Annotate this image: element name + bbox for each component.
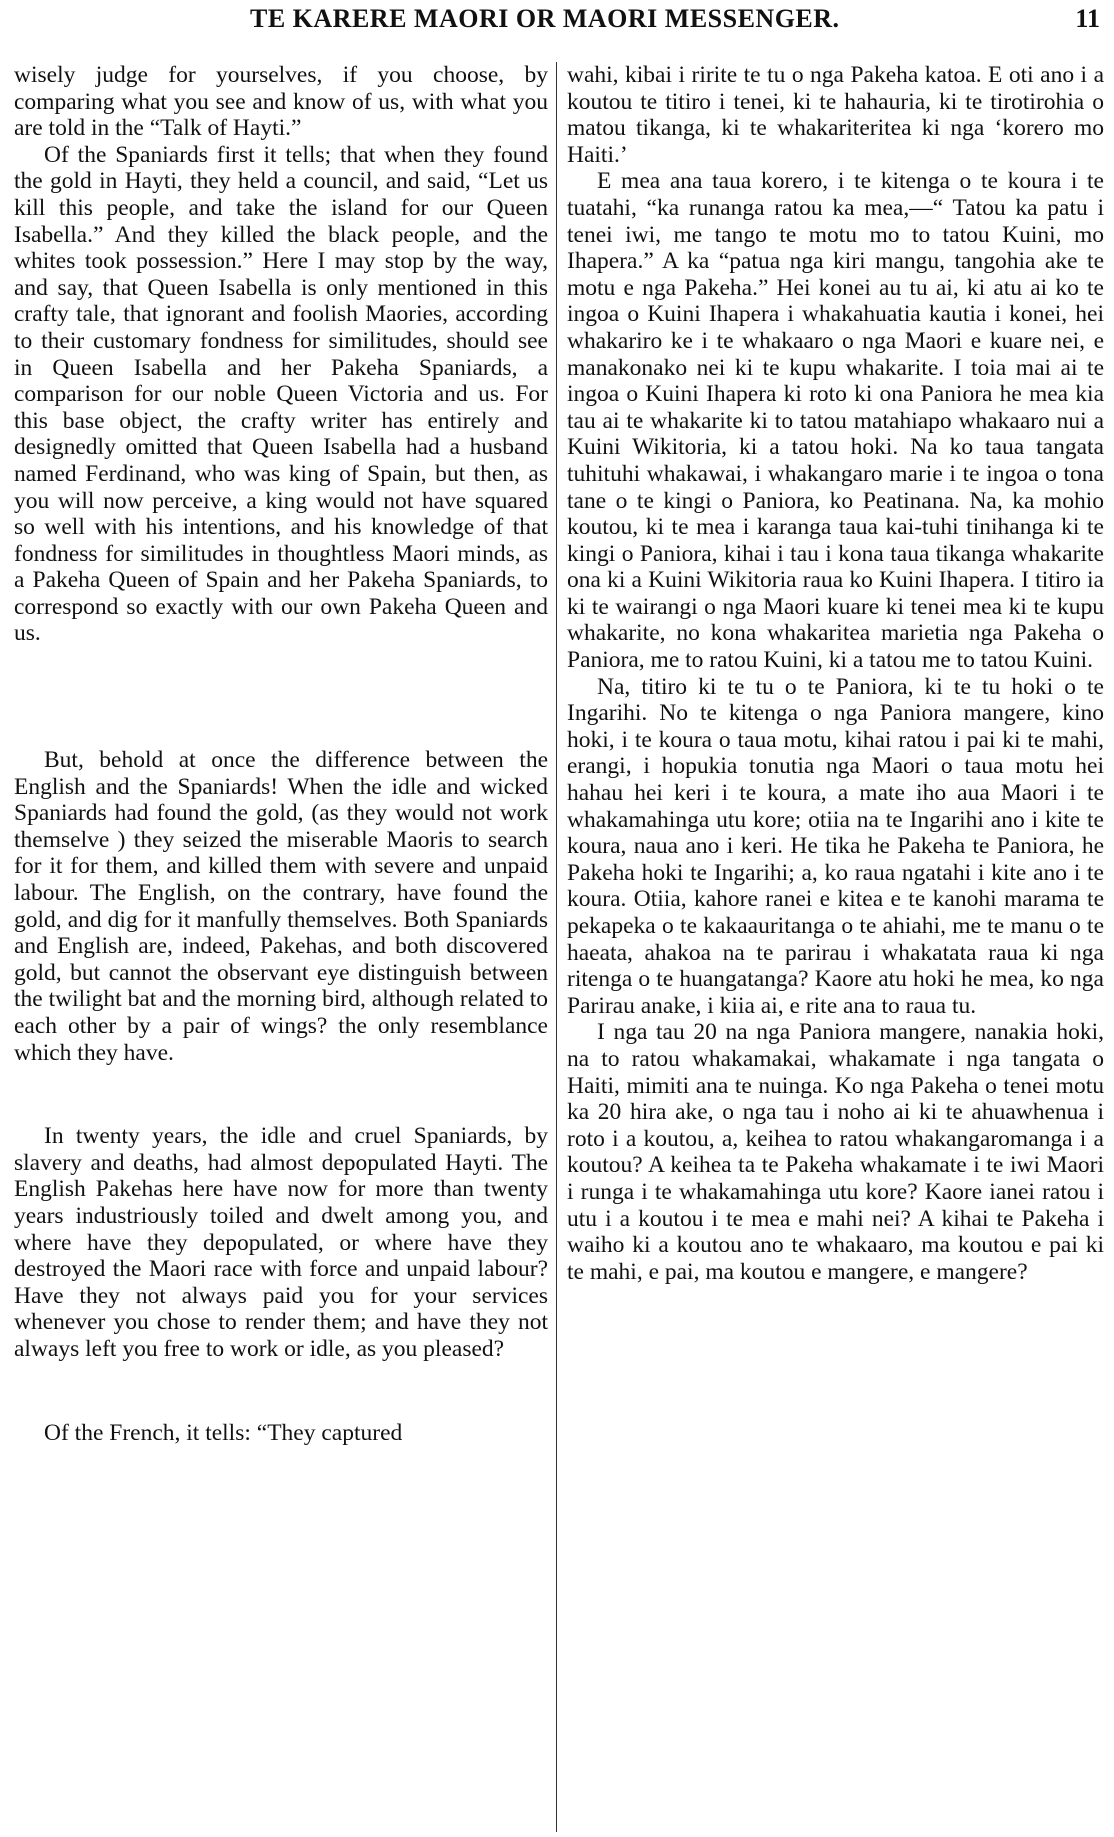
- paragraph: Of the Spaniards first it tells; that when they found the gold in Hayti, they held a council, and said, “Let us kill this people, and take the island for our Queen Isabella.” And they killed the black people, and the whites took possession.” Here I may stop by the way, and say, that Queen Isabella is only mentioned in this crafty tale, that ignorant and foolish Maories, according to their customary fondness for similitudes, should see in Queen Isabella and her Pakeha Spaniards, a comparison for our noble Queen Victoria and us. For this base object, the crafty writer has entirely and designedly omitted that Queen Isabella had a husband named Ferdinand, who was king of Spain, but then, as you will now perceive, a king would not have squared so well with his intentions, and his knowledge of that fondness for similitudes in thoughtless Maori minds, as a Pakeha Queen of Spain and her Pakeha Spaniards, to correspond so exactly with our own Pakeha Queen and us.: [14, 141, 548, 647]
- page-number: 11: [1075, 4, 1100, 33]
- column-divider: [556, 62, 557, 1832]
- maori-column: [567, 62, 1104, 1285]
- paragraph: I nga tau 20 na nga Paniora mangere, nanakia hoki, na to ratou whakamakai, whakamate i nga tangata o Haiti, mimiti ana te nuinga. Ko nga Pakeha o tenei motu ka 20 hira ake, o nga tau i noho ai ki te ahuawhenua i roto i a koutou, a, keihea to ratou whakangaromanga i a koutou? A keihea ta te Pakeha whakamate i te iwi Maori i runga i te whakamahinga utu kore? Kaore ianei ratou i utu i a koutou i te mea e mahi nei? A kihai te Pakeha i waiho ki a koutou ano te whakaaro, ma koutou e pai ki te mahi, e pai, ma koutou e mangere, e mangere?: [567, 1019, 1104, 1285]
- paragraph: Na, titiro ki te tu o te Paniora, ki te tu hoki o te Ingarihi. No te kitenga o nga Paniora mangere, kino hoki, i te koura o taua motu, kihai ratou i pai ki te mahi, erangi, i hopukia tonutia nga Maori o taua motu hei hahau hei keri i te koura, a mate iho aua Maori i te whakamahinga utu kore; otiia na te Ingarihi ano i kite te koura, naua ano i keri. He tika he Pakeha te Paniora, he Pakeha hoki te Ingarihi; a, ko raua ngatahi i kite ano i te koura. Otiia, kahore ranei e kitea e te kanohi marama te pekapeka o te kakaauritanga o te ahiahi, me te manu o te haeata, ahakoa na te parirau i whakatata raua ki nga ritenga o te huangatanga? Kaore atu hoki he mea, ko nga Parirau anake, i kiia ai, e rite ana to raua tu.: [567, 673, 1104, 1019]
- paragraph-spacer: [14, 1066, 548, 1123]
- paragraph: E mea ana taua korero, i te kitenga o te koura i te tuatahi, “ka runanga ratou ka mea,—“ Tatou ka patu i tenei iwi, me tango te motu mo to tatou Kuini, mo Ihapera.” A ka “patua nga kiri mangu, tangohia ake te motu e nga Pakeha.” Hei konei au tu ai, ki atu ai ko te ingoa o Kuini Ihapera i whakahuatia kautia i konei, hei whakariro ke i te whakaaro o nga Maori e kuare nei, e manakonako nei ki te kupu whakarite. I toia mai ai te ingoa o Kuini Ihapera ki roto ki ona Paniora he mea kia tau ai te whakarite ki to tatou matahiapo whakaaro nui a Kuini Wikitoria, ki a tatou hoki. Na ko taua tangata tuhituhi whakawai, i whakangaro marie i te ingoa o tona tane o te kingi o Paniora, ko Peatinana. Na, ka mohio koutou, ki te mea i karanga taua kai-tuhi tinihanga ki te kingi o Paniora, kihai i tau i kona taua tikanga whakarite ona ki a Kuini Wikitoria raua ko Kuini Ihapera. I titiro ia ki te wairangi o nga Maori kuare ki tenei mea ki te kupu whakarite, no kona whakaritea marietia nga Pakeha o Paniora, me to ratou Kuini, ki a tatou me to tatou Kuini.: [567, 168, 1104, 674]
- paragraph-spacer: [14, 647, 548, 747]
- paragraph: Of the French, it tells: “They captured: [44, 1419, 403, 1446]
- paragraph: But, behold at once the difference between the English and the Spaniards! When the idle and wicked Spaniards had found the gold, (as they would not work themselve ) they seized the miserable Maoris to search for it for them, and killed them with severe and unpaid labour. The English, on the contrary, have found the gold, and dig for it manfully themselves. Both Spaniards and English are, indeed, Pakehas, and both discovered gold, but cannot the observant eye distinguish between the twilight bat and the morning bird, although related to each other by a pair of wings? the only resemblance which they have.: [14, 747, 548, 1066]
- newspaper-title: TE KARERE MAORI OR MAORI MESSENGER.: [250, 4, 840, 33]
- english-column: [14, 62, 548, 1446]
- running-header: [0, 4, 1114, 40]
- paragraph: wahi, kibai i ririte te tu o nga Pakeha katoa. E oti ano i a koutou te titiro i tenei, ki te hahauria, ki te tirotirohia o matou tikanga, ki te whakariteritea ki nga ‘korero mo Haiti.’: [567, 62, 1104, 168]
- paragraph: wisely judge for yourselves, if you choose, by comparing what you see and know of us, with what you are told in the “Talk of Hayti.”: [14, 62, 548, 142]
- paragraph: In twenty years, the idle and cruel Spaniards, by slavery and deaths, had almost depopulated Hayti. The English Pakehas here have now for more than twenty years industriously toiled and dwelt among you, and where have they depopulated, or where have they destroyed the Maori race with force and unpaid labour? Have they not always paid you for your services whenever you chose to render them; and have they not always left you free to work or idle, as you pleased?: [14, 1123, 548, 1362]
- paragraph-spacer: [14, 1363, 548, 1420]
